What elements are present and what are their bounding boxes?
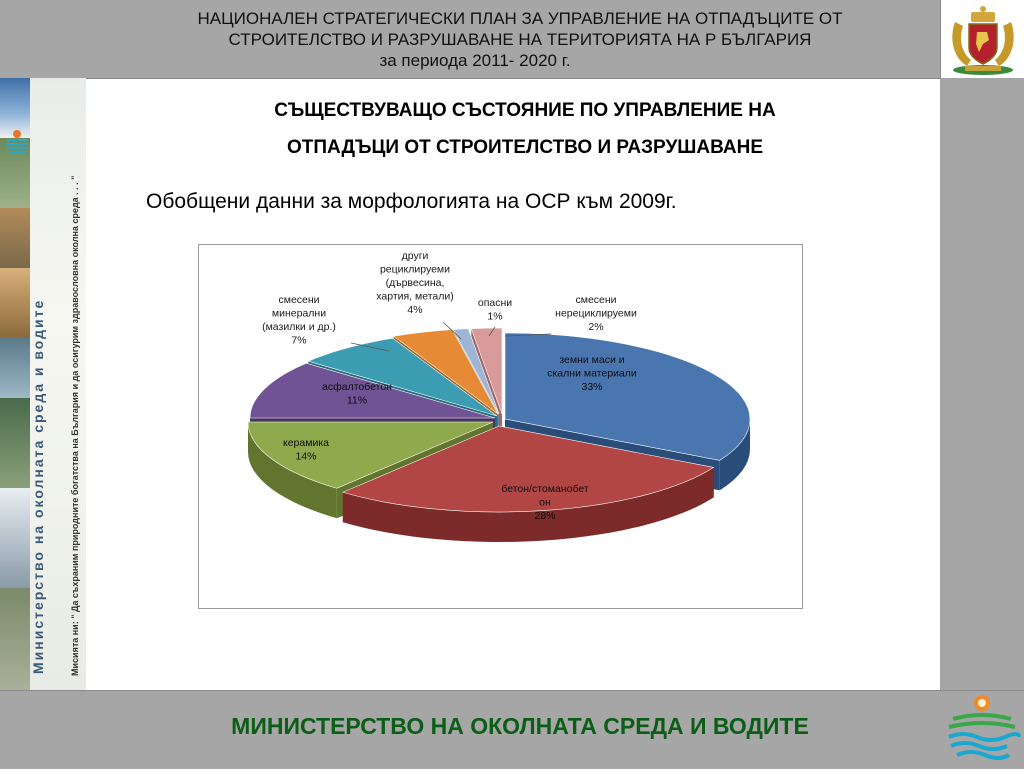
small-sun-logo-icon [4, 128, 30, 158]
header-title-line1: НАЦИОНАЛЕН СТРАТЕГИЧЕСКИ ПЛАН ЗА УПРАВЛЕНИЕ НА ОТПАДЪЦИТЕ ОТ [197, 9, 843, 28]
strip-photo-forest [0, 398, 30, 488]
strip-photo-animal [0, 208, 30, 268]
pie-label-5: смесени минерални (мазилки и др.) 7% [262, 294, 336, 347]
pie-label-8: смесени нерециклируеми 2% [555, 294, 637, 333]
strip-photo-rock [0, 268, 30, 338]
pie-label-1: земни маси и скални материали 33% [547, 354, 637, 393]
header-title-line3: за периода 2011- 2020 г. [379, 51, 571, 70]
slide-footer [0, 690, 1024, 769]
strip-photo-water [0, 338, 30, 398]
slide-title-line1: СЪЩЕСТВУВАЩО СЪСТОЯНИЕ ПО УПРАВЛЕНИЕ НА [274, 100, 776, 121]
header-title [100, 8, 940, 71]
right-grey-strip [940, 78, 1024, 690]
strip-photo-flower [0, 488, 30, 588]
left-decorative-strip [0, 78, 86, 690]
footer-ministry-name: МИНИСТЕРСТВО НА ОКОЛНАТА СРЕДА И ВОДИТЕ [231, 713, 809, 739]
ministry-sun-water-logo-icon [943, 691, 1021, 769]
sidebar-vertical-motto: Мисията ни: " Да съхраним природните богатства на България и да осигурим здравословна околна среда . . . " [70, 175, 80, 676]
slide-title [150, 92, 900, 166]
pie-label-3: керамика 14% [283, 437, 329, 463]
pie-chart [199, 245, 802, 608]
slide-subtitle: Обобщени данни за морфологията на ОСР към 2009г. [146, 190, 677, 213]
pie-label-2: бетон/стоманобет он 28% [501, 483, 589, 522]
slide-title-line2: ОТПАДЪЦИ ОТ СТРОИТЕЛСТВО И РАЗРУШАВАНЕ [287, 137, 763, 158]
sidebar-vertical-title: Министерство на околната среда и водите [30, 298, 46, 674]
pie-label-4: асфалтобетон 11% [322, 381, 392, 407]
header-title-line2: СТРОИТЕЛСТВО И РАЗРУШАВАНЕ НА ТЕРИТОРИЯТА НА Р БЪЛГАРИЯ [228, 30, 812, 49]
bulgarian-coat-of-arms-icon [940, 0, 1024, 78]
pie-label-6: други рециклируеми (дървесина, хартия, метали) 4% [376, 250, 454, 316]
slide-header [0, 0, 1024, 79]
strip-photo-field [0, 588, 30, 690]
pie-chart-frame [198, 244, 803, 609]
pie-label-7: опасни 1% [477, 297, 513, 323]
